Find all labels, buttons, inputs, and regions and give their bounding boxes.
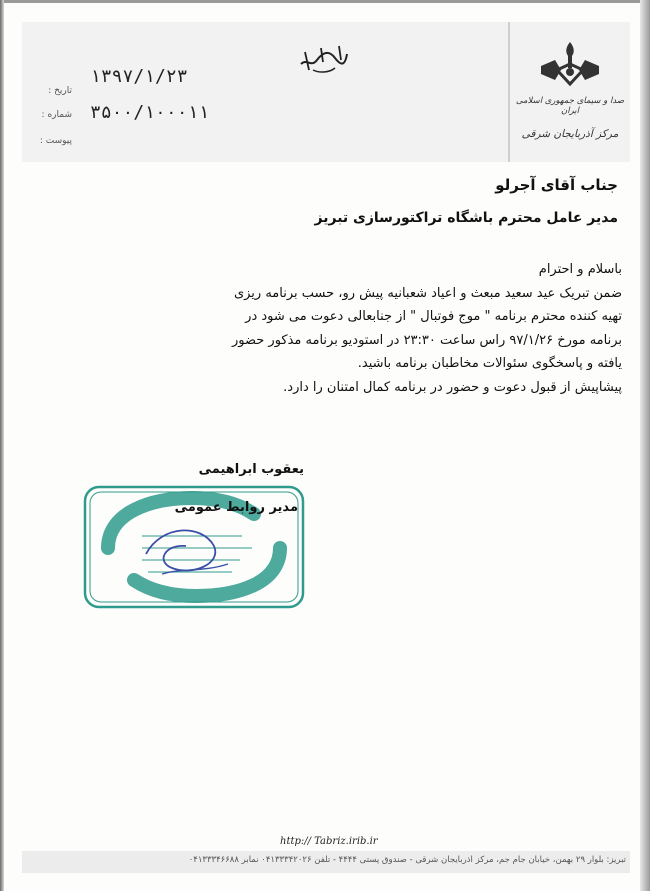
organization-center: مرکز آذربایجان شرقی: [521, 128, 619, 140]
greeting: باسلام و احترام: [538, 262, 622, 277]
number-value: ۳۵۰۰/۱۰۰۰۱۱: [90, 102, 210, 123]
body-line: پیشاپیش از قبول دعوت و حضور در برنامه کمال امتنان را دارد.: [283, 379, 622, 395]
scan-edge-left: [0, 0, 4, 891]
letter-body: [22, 258, 622, 400]
scan-edge-top: [0, 0, 650, 3]
bismillah-calligraphy: [295, 40, 350, 74]
irib-logo-icon: [535, 40, 605, 88]
date-value: ۱۳۹۷/۱/۲۳: [90, 66, 188, 87]
scan-edge-right: [640, 0, 650, 891]
footer-website: http:// Tabriz.irib.ir: [280, 836, 378, 847]
signer-title: مدیر روابط عمومی: [174, 500, 298, 515]
body-line: ضمن تبریک عید سعید مبعث و اعیاد شعبانیه پیش رو، حسب برنامه ریزی: [233, 285, 622, 301]
recipient-title: مدیر عامل محترم باشگاه تراکتورسازی تبریز: [314, 210, 618, 226]
footer-address: تبریز: بلوار ۲۹ بهمن، خیابان جام جم، مرکز آذربایجان شرقی - صندوق پستی ۴۴۴۴ - تلفن ۰۴۱۳۳۳۴۲۰۲۶ نمابر ۰۴۱۳۳۳۴۶۶۸۸: [188, 855, 626, 865]
attachment-label: پیوست :: [39, 136, 72, 146]
signer-name: یعقوب ابراهیمی: [198, 462, 304, 477]
number-label: شماره :: [41, 110, 72, 120]
date-label: تاریخ :: [48, 86, 72, 96]
body-line: یافته و پاسخگوی سئوالات مخاطبان برنامه باشید.: [357, 356, 622, 372]
letterhead-divider: [508, 22, 510, 162]
body-line: تهیه کننده محترم برنامه " موج فوتبال " از جنابعالی دعوت می شود در: [245, 309, 622, 325]
recipient-name: جناب آقای آجرلو: [495, 176, 618, 194]
body-line: برنامه مورخ ۹۷/۱/۲۶ راس ساعت ۲۳:۳۰ در استودیو برنامه مذکور حضور: [231, 332, 622, 348]
organization-name: صدا و سیمای جمهوری اسلامی ایران: [515, 96, 625, 116]
